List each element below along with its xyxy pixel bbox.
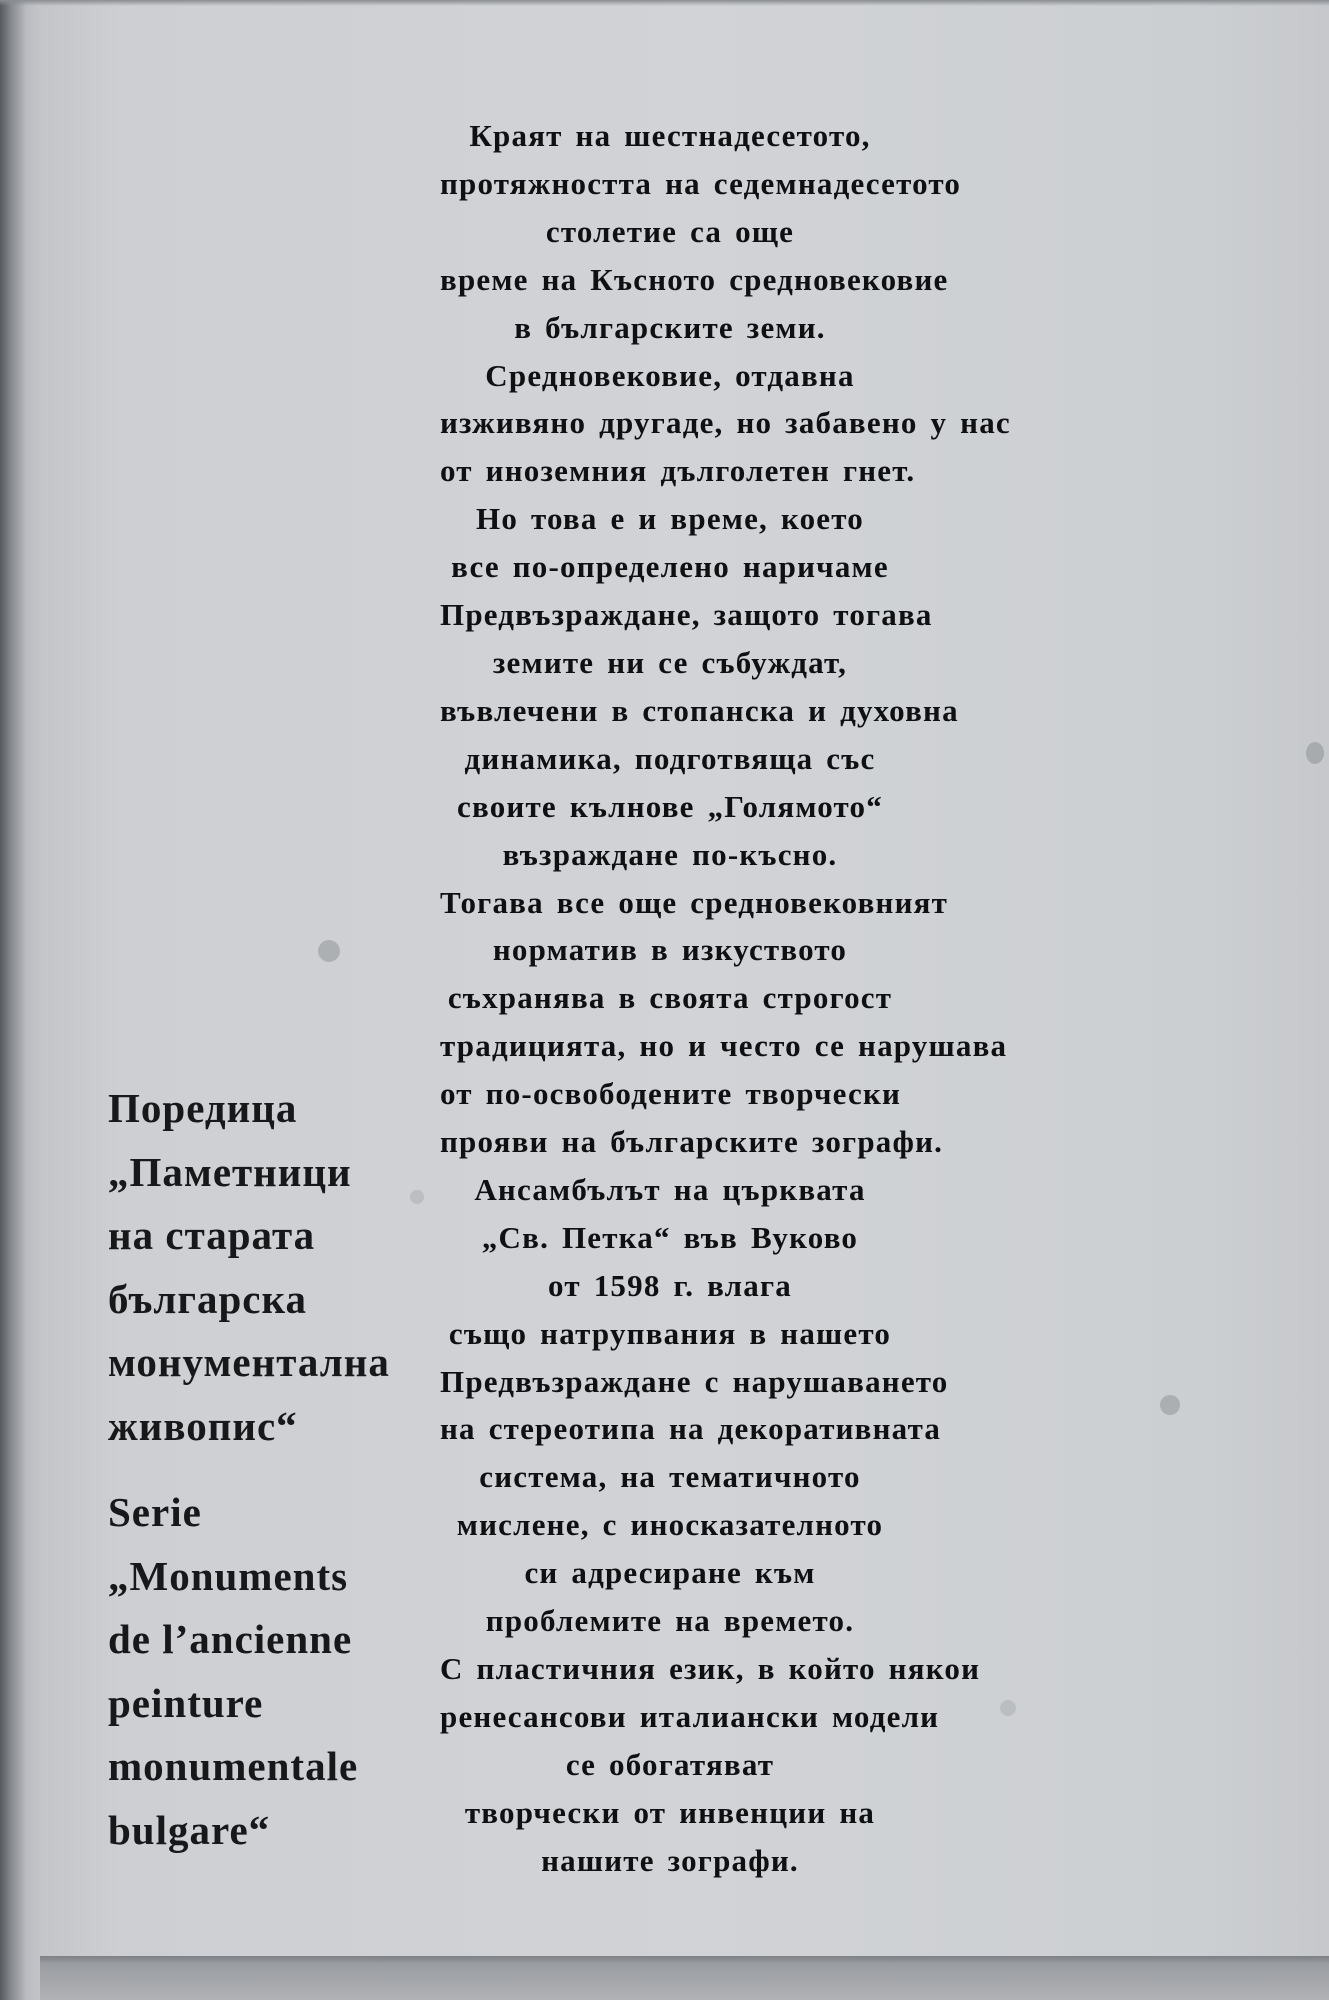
text-line: си адресиране към — [524, 1555, 816, 1591]
text-line: „Св. Петка“ във Вуково — [481, 1219, 859, 1255]
page-bottom-edge — [40, 1956, 1329, 2000]
series-line: de l’ancienne — [108, 1616, 353, 1662]
series-line: peinture — [108, 1679, 264, 1726]
series-line: българска — [108, 1275, 308, 1322]
text-line: на стереотипа на декоративната — [440, 1411, 942, 1447]
text-line: С пластичния език, в който някои — [440, 1651, 981, 1686]
text-line: изживяно другаде, но забавено у нас — [440, 405, 1011, 441]
text-line: Предвъзраждане, защото тогава — [440, 597, 933, 633]
text-line: съхранява в своята строгост — [447, 980, 893, 1016]
page-smudge — [1160, 1395, 1180, 1415]
text-line: столетие са още — [545, 213, 795, 249]
series-line: монументална — [108, 1339, 390, 1385]
text-line: динамика, подготвяща със — [464, 740, 876, 776]
text-line: Ансамбълът на църквата — [474, 1171, 866, 1207]
text-line: Тогава все още средновековният — [440, 884, 949, 920]
page-smudge — [1000, 1700, 1016, 1716]
page-smudge — [1306, 742, 1324, 764]
text-line: Краят на шестнадесетото, — [469, 118, 871, 153]
text-line: възраждане по-късно. — [502, 836, 838, 872]
main-text-block — [440, 112, 1011, 1885]
series-line: „Паметници — [108, 1148, 352, 1195]
text-line: норматив в изкуството — [492, 932, 848, 968]
text-line: ренесансови италиански модели — [440, 1698, 940, 1734]
series-line: monumentale — [108, 1743, 359, 1789]
series-line: „Monuments — [108, 1552, 349, 1599]
text-line: протяжността на седемнадесетото — [440, 165, 962, 201]
text-line: време на Късното средновековие — [440, 261, 949, 297]
text-line: Средновековие, отдавна — [485, 357, 855, 393]
page-top-edge — [0, 0, 1329, 6]
series-line: bulgare“ — [108, 1806, 271, 1853]
text-line: творчески от инвенции на — [464, 1794, 876, 1830]
series-line: живопис“ — [108, 1402, 298, 1449]
series-line: на старата — [108, 1212, 316, 1258]
text-line: от по-освободените творчески — [440, 1076, 902, 1112]
series-title-bulgarian — [108, 1077, 438, 1458]
series-line: Поредица — [108, 1085, 298, 1131]
text-line: мислене, с иносказателното — [456, 1507, 884, 1543]
text-line: се обогатяват — [565, 1746, 775, 1782]
text-line: в българските земи. — [514, 309, 826, 345]
text-line: проблемите на времето. — [485, 1603, 855, 1639]
text-line: Но това е и време, което — [476, 501, 864, 537]
text-line: все по-определено наричаме — [451, 549, 889, 585]
text-line: нашите зографи. — [541, 1842, 799, 1878]
text-line: от 1598 г. влага — [548, 1267, 792, 1303]
text-line: Предвъзраждане с нарушаването — [440, 1363, 949, 1399]
text-line: от иноземния дълголетен гнет. — [440, 453, 916, 489]
book-binding-shadow — [0, 0, 26, 2000]
text-line: въвлечени в стопанска и духовна — [440, 692, 959, 728]
series-title-french — [108, 1481, 438, 1862]
text-line: своите кълнове „Голямото“ — [457, 788, 883, 824]
page-smudge — [318, 940, 340, 962]
text-line: също натрупвания в нашето — [448, 1315, 892, 1351]
text-line: земите ни се събуждат, — [492, 644, 848, 680]
text-line: система, на тематичното — [479, 1459, 861, 1495]
series-line: Serie — [108, 1489, 202, 1535]
text-line: традицията, но и често се нарушава — [440, 1028, 1008, 1064]
text-line: прояви на българските зографи. — [440, 1124, 944, 1160]
